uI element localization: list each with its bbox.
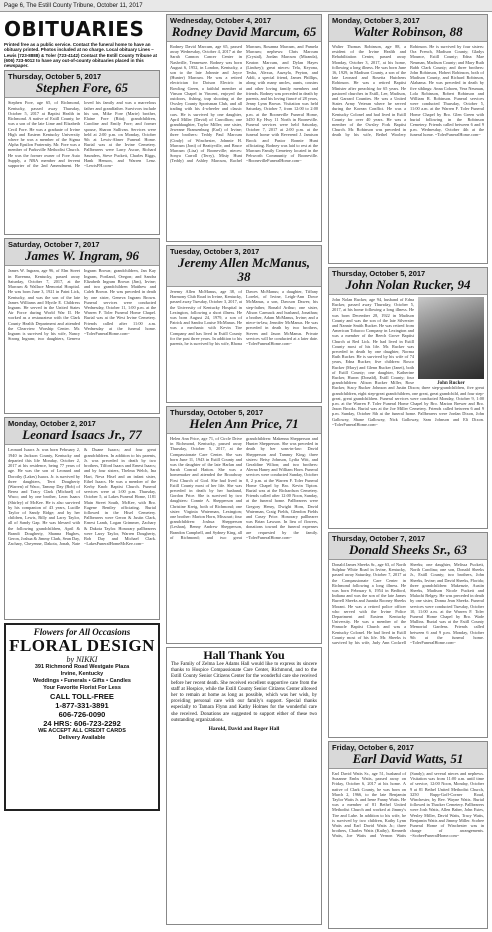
obit-body [5,445,159,548]
obit-stephen-fore [4,70,160,235]
obit-body [167,434,321,542]
obit-header [329,15,487,42]
photo-caption: John Rucker [437,381,465,386]
obit-body [167,42,321,166]
obit-header [167,407,321,434]
ad-city: Irvine, Kentucky [60,671,104,678]
obit-text: Helen Ann Price, age 71, of Circle Drive in Richmond, Kentucky, passed away Thursday, October 5, 2017, at the Compassionate Care Center. She was born June 11, 1943 in Estill County and was the daughter of the late Harlan and Sarah Conrad Hatton. She was a homemaker and attended the Broadway First Church of God. She had lived in Estill County most of her life. She was preceded in death by her husband, Gordon Price. She is survived by two daughters: Connie A. Shepperson and Christine Kreig, both of Richmond; one sister: Virginia Waterman, Lexington; one brother: Marion Horn, Missouri; four grandchildren: Joshua Shepperson (Leshan), Benny Andrew Shepperson, Brandon Campbell, and Sydney King, all of Richmond; and two great grandchildren: Makenna Shepperson and Hunter Shepperson. She was preceded in death by her sons-in-law: David Shepperson and Tammy King; three sisters: Betsy Johnson, Lydia Witt, and Geraldine Wilton; and two brothers: Alerna Haney and William Horn. Funeral services were conducted Sunday, October 8, 2 p.m. at the Warren F. Toler Funeral Home Chapel by Bro. Kevin Tipton. Burial was at the Richardson Cemetery. Friends called after 12:00 Noon, Sunday, at the funeral home. Pallbearers were Gregory Henry, Dwight Horn, David Waterman, Craig Fields, Glendon Fields and Casey Price. Honorary pallbearer was Brian Lawson. In lieu of flowers, donations toward the funeral expenses are requested by the family. ~TolerFuneralHome.com~ [170,436,318,540]
obit-text: John Nolan Rucker, age 94, husband of Edna Rucker, passed away Thursday, October 5, 2017, at his home following a long illness. He was born December 28, 1922 in Madison County and was the son of the late Silverster and Nannie Smith Rucker. He was retired from American Tobacco Company in Lexington and was a member of the Beech Grove Baptist Church at Red Lick. He had lived in Estill County most of his life. Mr. Rucker was preceded in death by one daughter, Norma Ruth Rucker. He is survived by his wife of 74 years, Edna Rucker; five children: Rosco Rucker (Mary) and Glenn Rucker (Janet), both of Estill County; one daughter, Katherine Rucker, Huron (Donald), Estill County; four grandchildren: Alison Rucker Miller, Rose Rucker, Stacy Rucker Johnson and Justin Dixon; three step-grandchildren, five great grandchildren, eight step-great grandchildren, one great, great grandchild, and four step-great, great grandchildren. Funeral services were conducted Monday, October 9, 1:00 p.m. at the Warren F. Toler Funeral Home Chapel by Bro. Marion Brewer and Bro. Jason Brooks. Burial was at the Joe Miller Cemetery. Friends called between 6 and 9 p.m. Sunday, October 8th at the funeral home. Pallbearers were Jordan Dixon, John Galloway, Shane Galloway, Nick Galloway, Sam Johnson and Eli Dixon. ~TolerFuneralHome.com~ [332,297,484,427]
obit-text: James W. Ingram, age 96, of Elm Street in Ravenna, Kentucky, passed away Saturday, October 7, 2017, at the Marcum & Wallace Memorial Hospital. He was born June 3, 1921 in Paint Lick, Kentucky, and was the son of the late James Williams and Myrtle E. Childress Ingram. He served in the United States Air Force during World War II. He worked as a restaurateur with the Clark County Health Department and attended the Clearview Worship Center. Mr. Ingram is survived by his wife, Nancy Strong Ingram; two daughters, Geneva Ingram Brown; grandchildren, Jan Kay Ingram, Portland, Oregon; and Sandra Elizabeth Ingram Brown (Jim), Irvine; and two grandchildren Matthew and Caleb Brown. He was preceded in death by one sister, Geneva Ingram Brown. Funeral services were conducted Wednesday, October 11, 1:00 p.m. at the Warren F. Toler Funeral Home Chapel. Burial was at the West Irvine Cemetery. Friends called after 11:00 a.m. Wednesday at the funeral home. ~TolerFuneralHome.com~ [8,268,156,342]
obit-name: Helen Ann Price, 71 [189,416,299,431]
obit-date: Monday, October 2, 2017 [8,419,96,429]
obit-james-ingram [4,238,160,414]
obit-date: Wednesday, October 4, 2017 [170,16,272,25]
obit-body [329,295,487,429]
obit-helen-price [166,406,322,644]
obit-header [5,418,159,445]
obit-name: Jeremy Allen McManus, 38 [177,255,311,284]
ad-business-name: FLORAL DESIGN [9,636,155,656]
obit-date: Thursday, October 7, 2017 [332,534,426,543]
ad-call-label: CALL TOLL-FREE [50,692,114,702]
ad-delivery-note: Delivery Available [58,735,106,742]
ad-byline: by NIKKI [66,655,98,665]
obit-name: Stephen Fore, 65 [35,80,129,96]
obit-header [329,268,487,295]
column-middle [166,14,322,928]
obit-date: Monday, October 3, 2017 [332,16,420,25]
obit-header [5,239,159,266]
floral-design-ad [4,623,160,811]
obit-earl-watts [328,741,488,929]
page-header: Page 6, The Estill County Tribune, October 11, 2017 [0,0,492,12]
ad-cards: WE ACCEPT ALL CREDIT CARDS [38,728,126,735]
column-right [328,14,488,932]
obit-name: John Nolan Rucker, 94 [345,277,471,292]
obit-text: Stephen Fore, age 65, of Richmond, Kentucky, passed away Thursday, October 5, 2017 at Baptist Health in Richmond. A native of Estill County, he was a son of the late Lime and Elizabeth Cecil Fore. He was a graduate of Irvine High and Eastern Kentucky University where he was a member of the Sigma Alpha Epsilon Fraternity. Mr. Fore was a member of Parksville Methodist Church. He was the former owner of Fore Auto Supply, a NBA member and fervent supporter of the 2nd Amendment. He loved his family and was a marvelous father and grandfather. Survivors include his son, Mike Fore (Marie) brother, Elaine Fore (Rita); grandchildren, Caroline and Emily Fore; and former spouse, Sharon Sullivan. Services were held at 2:00 p.m. on Monday, October 9th at Lewis-Abner Funeral Home. Burial was at the Irvine Cemetery. Pallbearers were Larry Ascue, Richard Saunders, Steve Puckett, Charles Riggs, Hank Henson, and Warren Lenz. ~LewisFH.com~ [8,100,156,168]
obit-text: Walter Thomas Robinson, age 88, a resident of the Irvine Health and Rehabilitation Center, passed away Monday, October 3, 2017, at his home, following a long illness. He was born June 16, 1929, in Madison County, a son of the late Leonard and Rosetta Hutchens Robinson. He was a retired Baptist Minister after preaching for 65 years. He pastored churches in Estill, Lee, Madison, and Garrard Counties. He was a United States Army Veteran where he served during the Korean Conflict. He was a Kentucky Colonel and had lived in Estill County for over 40 years. He was a member of the Owsley Fork Baptist Church. Mr. Robinson was preceded in death by his wife, Bethel Woolery Robinson. He is survived by four sisters: Ora French, Madison County; Gladys Mounce, Estill County; Edna Mae Neuman, Madison County; and Mary Ruth Babb Clark County; and three brothers: John Robinson, Hobert Robinson, both of Madison County, and Richard Robinson, Alabama. He was preceded in death by five siblings: Anna Cohoen, Vera Neuman, Lola Robinson, Robert Robinson and William R. Robinson. Funeral services were conducted Thursday, October 5, 11:00 a.m. at the Warren F. Toler Funeral Home Chapel by Bro. Glen Green with burial following in the Robinson Cemetery. Friends called between 6 and 9 p.m. Wednesday, October 4th at the funeral home. ~TolerFuneralHome.com~ [332,44,484,138]
obit-header [167,246,321,287]
obit-name: Leonard Isaacs Jr., 77 [22,427,142,443]
obit-body [329,769,487,841]
ad-address: 391 Richmond Road Westgate Plaza [34,664,130,671]
obit-donald-sheeks [328,532,488,738]
obit-john-rucker [328,267,488,529]
obit-text: Rodney David Marcum, age 65, passed away Wednesday, October 4, 2017 at the Sarah Cannon Cancer Center in Nashville, Tennessee. Rodney was born August 6, 1952, in London, Kentucky, a son to the late Johnnie and Joyce (Hunter) Marcum. He was a retired electrician for Dotson Electric in Bowling Green, a faithful member at Vinson Chapel in Vincent, enjoyed the outdoors, fishing, trap shooting at the Owsley County Sportsman Club, and all trading with his 4-wheeler and classic cars. He is survived by one daughter, April Miller (David) of Carrollton; one granddaughter, Taylor Miller; one sister, Jeweane Bransenburg (Earl) of Irvine; three brothers: Teddy Paul Marcum (Cindy) of Winchester, Johnnie H. Marcum (Joni) of Beattyville, and Bruce Marcum (Lisa) of Booneville; nieces: Sonya Carroll (Terry), Misty Hunt (Teddy) and Ashley Marcum, Rachel Marcum, Rosanna Marcum, and Pamela Marcum; nephews: Chris Marcum (Crystal), Jordan Marcum (Miranda), Keaton Marcum, and Dylan Hayes (Lindsey); great nieces: Tela, Keyona, Tesha, Alexus, Auzsyla, Peyton, and Addi, a special friend, James Phillips, along with many uncles, aunts, cousins and other loving family members and friends. Rodney was preceded in death by parents, and his loving fiancé of 28 years, Jenny Lynn Brown. Visitation was held Saturday, October 7, from 12:00 to 2:00 p.m. at the Booneville Funeral Home, 3450 Ky Hwy 11 North in Booneville. Funeral services were held Saturday, October 7, 2017 at 2:00 p.m. at the funeral home with Reverend J. Jamison Brock and Pastor Ronnie Hunt officiating. Rodney was laid to rest at the Marcum Family Cemetery located in the Pebworth Community of Booneville. ~BoonevilleFuneralHome.com~ [170,44,318,164]
obit-rodney-marcum [166,14,322,242]
obit-body [167,287,321,348]
ad-phone: 606-726-0090 [58,710,106,720]
ad-tollfree: 1-877-331-3891 [55,701,109,711]
obit-date: Friday, October 6, 2017 [332,743,414,752]
hall-thank-you-text: The Family of Zelma Lee Adams Hall would like to express its sincere thanks to Hospice Compassionate Care Center, Richmond, and to the Estill County Senior Citizens Center for the wonderful care she received before her recent death. She received excellent supportive care from the staff at Hospice, while the Estill County Senior Citizens Center allowed her to remain at home as long as possible, which was her wish, by providing personal care with our family's support. Special thanks especially to Tamara Flynn and Kathy Holmes for the wonderful care she received. Donations are suggested to support either of these two outstanding organizations. [171,662,317,723]
obit-leonard-isaacs [4,417,160,620]
obit-body [329,42,487,140]
obit-body [5,266,159,343]
obit-name: James W. Ingram, 96 [24,248,139,264]
obit-text: Leonard Isaacs Jr. was born February 2, 1940 in Jackson County, Kentucky and departed this life Monday, October 2, 2017 at his residence, being 77 years of age. He was the son of Leonard and Dorothy (Lakes) Isaacs. Jr. is survived by three daughters, Terri Dougherty (Warren) of Waco, Tammy Day (Bob) of Berea and Tracy Clark (Michael) of Waco; and by one brother, Leon Isaacs (Shirley) of McKee. He is also survived by his companion of 43 years, Lucille Taylor of Sandy Ridge; and by her children, Lewis, Billy and Larry Taylor, all of Sandy Gap. He was blessed with the following grandchildren, April & Brandi Dougherty, Shanna Hughes, Geron, Joshua & Jimmy Clark, Sean Day, Zachary, Cheyenne, Dakota, Jonah, Nate & Duane Isaacs; and four great grandchildren. In addition to his parents, Jr. was preceded in death by two brothers, Tilford Isaacs and Ernest Isaacs; and by four sisters, Thelma Welch, Ina Hart, Neva Hisel and an infant sister, Ethel Isaacs. He was a member of the Kerby Knob Baptist Church. Funeral services were at 1:00 p.m. Thursday, October 5, at Lakes Funeral Home, 1181 Main Street South, McKee, with Bro. Eugene Bentley officiating. Burial followed in the Hisel Cemetery. Pallbearers were Geron & Justin Clark, Ernest Lamb, Logan Grimmer, Zachary & Dakota Taylor. Honorary pallbearers were Larry Taylor, Warren Dougherty, Bob Day and Michael Clark. ~LakesFuneralHomeMcKee.com~ [8,447,156,547]
obit-text: Earl David Watts Sr., age 51, husband of Suzanne Embs Watts, passed away on Friday, October 6, 2017 at his home. A native of Clark County, he was born on March 2, 1966, to the late Benjamin Taylor Watts Jr. and Irene Fanny Watts. He was a member of 81 Bethel United Methodist Church and worked at Jimmy's Tire and Lube. In addition to his wife, he is survived by two children, Kathy Lynn Watts and Earl David Watts Jr.; three brothers, Charles Watts (Kathy), Kenneth Watts, Joe Watts and Vernon Watts (Sandy); and several nieces and nephews. Visitation was from 11:00 a.m. until time of service, 12:00 Noon, Monday, October 9 at 81 Bethel United Methodist Church, 3250 Rupp-Goff-Corner Road, Winchester, by Rev. Wayne Watts. Burial followed in Thacker Cemetery. Pallbearers were Josh Watts, Allen Baber, John Estes, Wesley Miller, David Watts, Tracy Watts, Benjamin Watts and Jimmy Miller. Scobee Funeral Home of Winchester was in charge of arrangements. ~ScobeeFuneralHome.com~ [332,771,484,839]
ad-tagline: Flowers for All Occasions [33,627,131,638]
obit-header [329,742,487,769]
obit-date: Saturday, October 7, 2017 [8,240,100,250]
hall-thank-you [166,647,322,925]
ad-delivery: Your Favorite Florist For Less [43,685,121,692]
ad-services: Weddings • Funerals • Gifts • Candles [33,678,131,685]
obit-date: Thursday, October 5, 2017 [170,408,264,417]
ad-hours: 24 HRS: 606-723-2292 [43,719,121,729]
obituaries-title: OBITUARIES [4,17,145,41]
column-left [4,14,160,811]
obit-header [167,15,321,42]
obituaries-note: Printed free as a public service. Contact the funeral home to have an obituary printed. Photos included at no charge. Local obituary Lines – Lewis (723-8888) & Toler (723-4142) Contact the Estill County Tribune at (606) 723-5012 to have any out-of-county obituaries placed in this newspaper. [4,42,157,69]
obit-jeremy-mcmanus [166,245,322,403]
obit-walter-robinson [328,14,488,264]
obit-name: Walter Robinson, 88 [353,24,463,39]
obit-header [329,533,487,560]
obit-text: Donald James Sheeks Sr., age 63, of North Sulphur White Road in Irvine, Kentucky, passed away Saturday, October 7, 2017 at the Compassionate Care Center in Richmond following a long illness. He was born February 6, 1954 in Bedford, Indiana and was the son of the late James Burrell Sheeks and Juanita Rooney Sheeks Morant. He was a retired police officer who served with the Irvine Police Department and Eastern Kentucky University. He was a member of the Pinnacle Baptist Church and was a Kentucky Colonel. He had lived in Estill County most of his life. Mr. Sheeks is survived by his wife, Judy Ann Cockrell Sheeks; one daughter, Melissa Puckett, North Carolina; one son, Donald Sheeks Jr., Estill County; two brothers, John Sheeks, Irvine; and David Sheeks, Florida; three grandchildren: Makenzie, Austin Sheeks, Madison Nicole Puckett and Malachi Belgey. He was preceded in death by one sister, Donna Jean Sheeks. Funeral services were conducted Tuesday, October 10, 11:00 a.m. at the Warren F. Toler Funeral Home Chapel by Bro. Wade Mullins. Burial was at the Estill County Memorial Gardens. Friends called between 6 and 9 p.m. Monday, October 9th at the funeral home. ~TolerFuneralHome.com~ [332,562,484,646]
obit-name: Donald Sheeks Sr., 63 [348,542,468,557]
obit-body [329,560,487,647]
obit-text: Jeremy Allen McManus, age 38, of Harmony Club Road in Irvine, Kentucky, passed away Tuesday, October 3, 2017, at the University of Kentucky Hospital in Lexington, following a short illness. He was born August 24, 1979, a son of Patrick and Sandra Louise McManus. He was a mechanic with Kevin Tire Company and has lived in Estill County for the past three years. In addition to his parents, he is survived by his wife, Rhona Dawes McManus; a daughter, Tiffany Lorelei, of Irvine, Leigh-Ann Dowe McManus, a son, Dawson Dawes; his step-father, Ronald Arthur; one sister, Alison Carmack and husband, Jonathan; a brother, Adam McManus, Irvine; and a niece-in-law, Jennifer McManus. He was preceded in death by two brothers, Steven and Jason McManus. Private services will be conducted at a later date. ~TolerFuneralHome.com~ [170,289,318,347]
hall-thank-you-title: Hall Thank You [203,648,285,662]
hall-thank-you-signature: Harold, David and Roger Hall [208,726,280,733]
obit-header [5,71,159,98]
obit-body [5,98,159,170]
obit-name: Rodney David Marcum, 65 [171,24,317,39]
obit-date: Thursday, October 5, 2017 [8,72,102,82]
obit-name: Earl David Watts, 51 [352,751,464,766]
obit-date: Thursday, October 5, 2017 [332,269,426,278]
portrait-photo [418,297,484,386]
obit-date: Tuesday, October 3, 2017 [170,247,260,256]
